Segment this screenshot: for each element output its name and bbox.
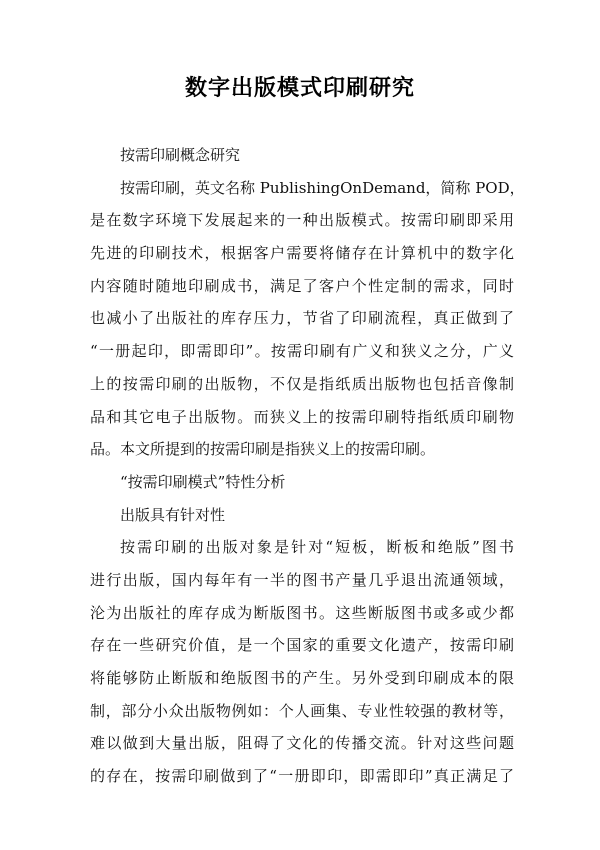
paragraph-line: 按需印刷，英文名称 PublishingOnDemand，简称 POD， [120, 178, 525, 197]
paragraph-line: 上的按需印刷的出版物，不仅是指纸质出版物也包括音像制 [90, 374, 514, 393]
paragraph-line: 品和其它电子出版物。而狭义上的按需印刷特指纸质印刷物 [90, 407, 514, 426]
paragraph-line: 难以做到大量出版，阻碍了文化的传播交流。针对这些问题 [90, 734, 514, 753]
document-body [90, 139, 525, 793]
paragraph-line: “一册起印，即需即印”。按需印刷有广义和狭义之分，广义 [90, 342, 514, 361]
paragraph-line: 也减小了出版社的库存压力，节省了印刷流程，真正做到了 [90, 309, 514, 328]
paragraph-line: 的存在，按需印刷做到了“一册即印，即需即印”真正满足了 [90, 767, 514, 786]
section-heading: 按需印刷概念研究 [120, 146, 241, 164]
paragraph-line: 品。本文所提到的按需印刷是指狭义上的按需印刷。 [90, 440, 436, 459]
paragraph-line: 是在数字环境下发展起来的一种出版模式。按需印刷即采用 [90, 211, 514, 230]
document-title: 数字出版模式印刷研究 [184, 76, 415, 101]
paragraph-line: 制，部分小众出版物例如：个人画集、专业性较强的教材等， [90, 701, 514, 720]
paragraph-line: 先进的印刷技术，根据客户需要将储存在计算机中的数字化 [90, 244, 514, 263]
paragraph-line: 沦为出版社的库存成为断版图书。这些断版图书或多或少都 [90, 603, 514, 622]
subsection-heading: 出版具有针对性 [120, 505, 226, 524]
paragraph-line: 进行出版，国内每年有一半的图书产量几乎退出流通领域， [90, 570, 514, 589]
paragraph-line: 存在一些研究价值，是一个国家的重要文化遗产，按需印刷 [90, 636, 514, 655]
section-heading: “按需印刷模式”特性分析 [120, 472, 286, 491]
paragraph-line: 将能够防止断版和绝版图书的产生。另外受到印刷成本的限 [90, 669, 514, 687]
paragraph-line: 按需印刷的出版对象是针对“短板，断板和绝版”图书 [120, 538, 514, 557]
paragraph-line: 内容随时随地印刷成书，满足了客户个性定制的需求，同时 [90, 276, 514, 295]
